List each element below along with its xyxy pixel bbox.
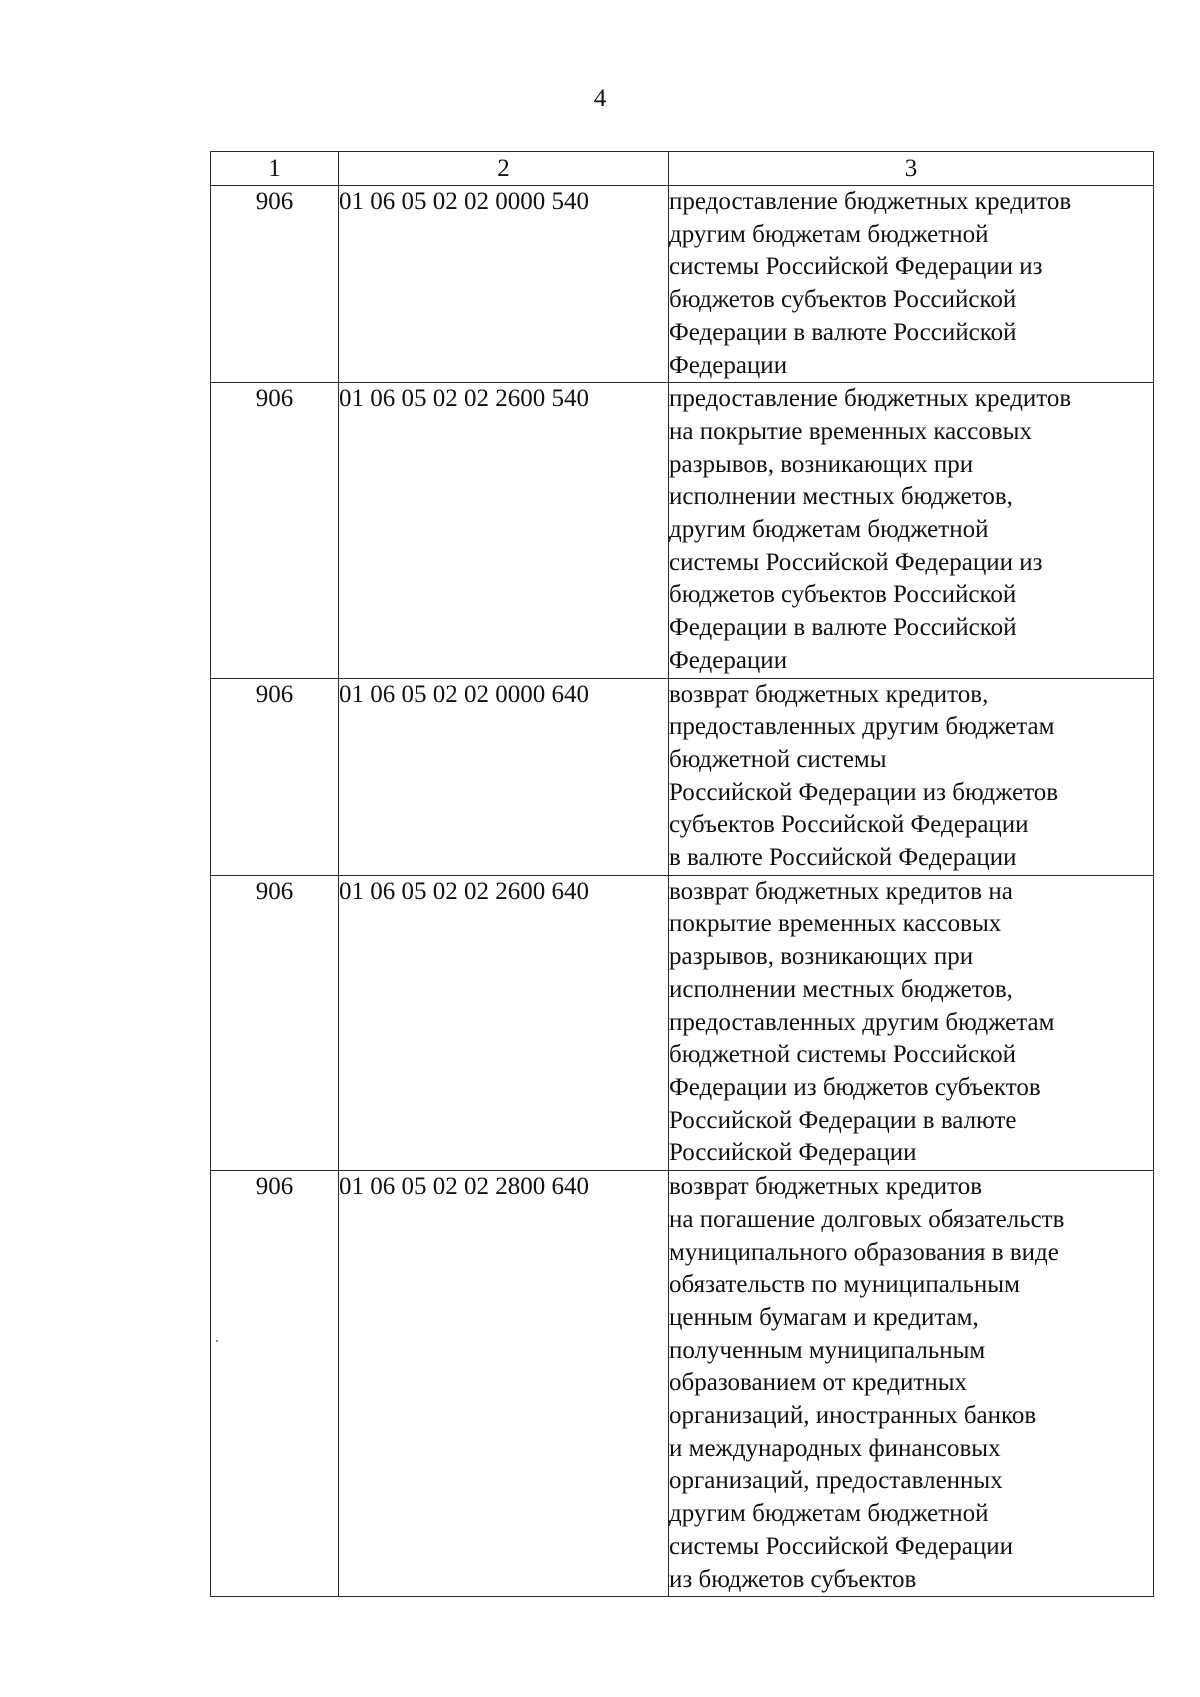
description-line: субъектов Российской Федерации — [669, 811, 1029, 839]
table-row — [211, 186, 1154, 383]
description-cell — [669, 1171, 1154, 1597]
description-line: Российской Федерации — [669, 1139, 917, 1167]
description-cell — [669, 186, 1154, 383]
table-header-row — [211, 152, 1154, 186]
budget-code-cell: 01 06 05 02 02 2800 640 — [339, 1171, 669, 1597]
column-header-3: 3 — [669, 152, 1154, 186]
description-line: Российской Федерации в валюте — [669, 1106, 1017, 1134]
description-line: предоставленных другим бюджетам — [669, 713, 1055, 741]
description-line: Федерации в валюте Российской — [669, 614, 1017, 642]
scan-speck — [216, 1340, 218, 1342]
description-line: Российской Федерации из бюджетов — [669, 778, 1059, 806]
description-line: возврат бюджетных кредитов на — [669, 877, 1013, 905]
budget-codes-table — [210, 151, 1154, 1597]
description-line: полученным муниципальным — [669, 1336, 986, 1364]
description-line: муниципального образования в виде — [669, 1238, 1059, 1266]
description-line: и международных финансовых — [669, 1434, 1001, 1462]
admin-code-cell: 906 — [211, 186, 339, 383]
description-line: бюджетной системы Российской — [669, 1041, 1016, 1069]
table-row — [211, 383, 1154, 678]
description-line: предоставление бюджетных кредитов — [669, 385, 1072, 413]
description-line: системы Российской Федерации из — [669, 548, 1043, 576]
description-line: организаций, предоставленных — [669, 1467, 1003, 1495]
description-line: покрытие временных кассовых — [669, 910, 1002, 938]
description-cell — [669, 875, 1154, 1170]
admin-code-cell: 906 — [211, 875, 339, 1170]
description-line: другим бюджетам бюджетной — [669, 220, 989, 248]
description-line: предоставление бюджетных кредитов — [669, 188, 1072, 215]
table-row — [211, 678, 1154, 875]
description-line: возврат бюджетных кредитов, — [669, 680, 989, 708]
description-line: на покрытие временных кассовых — [669, 417, 1032, 445]
description-line: обязательств по муниципальным — [669, 1271, 1020, 1299]
admin-code-cell: 906 — [211, 383, 339, 678]
description-line: образованием от кредитных — [669, 1369, 967, 1397]
description-line: Федерации — [669, 646, 788, 674]
description-line: разрывов, возникающих при — [669, 943, 974, 971]
admin-code-cell: 906 — [211, 1171, 339, 1597]
description-line: исполнении местных бюджетов, — [669, 483, 1013, 511]
description-line: разрывов, возникающих при — [669, 450, 974, 478]
description-line: другим бюджетам бюджетной — [669, 516, 989, 544]
description-line: в валюте Российской Федерации — [669, 844, 1017, 872]
budget-code-cell: 01 06 05 02 02 2600 640 — [339, 875, 669, 1170]
description-line: Федерации в валюте Российской — [669, 318, 1017, 346]
column-header-2: 2 — [339, 152, 669, 186]
budget-code-cell: 01 06 05 02 02 0000 640 — [339, 678, 669, 875]
description-line: Федерации из бюджетов субъектов — [669, 1073, 1041, 1101]
description-cell — [669, 383, 1154, 678]
description-line: на погашение долговых обязательств — [669, 1205, 1065, 1233]
description-line: организаций, иностранных банков — [669, 1402, 1037, 1430]
table-row — [211, 1171, 1154, 1597]
description-line: возврат бюджетных кредитов — [669, 1173, 983, 1201]
description-line: бюджетов субъектов Российской — [669, 286, 1017, 314]
column-header-1: 1 — [211, 152, 339, 186]
description-line: бюджетов субъектов Российской — [669, 581, 1017, 609]
admin-code-cell: 906 — [211, 678, 339, 875]
description-line: другим бюджетам бюджетной — [669, 1500, 989, 1528]
page-number: 4 — [593, 85, 607, 112]
description-line: системы Российской Федерации из — [669, 253, 1043, 281]
description-line: бюджетной системы — [669, 745, 887, 773]
description-line: ценным бумагам и кредитам, — [669, 1303, 979, 1331]
budget-code-cell: 01 06 05 02 02 0000 540 — [339, 186, 669, 383]
description-line: исполнении местных бюджетов, — [669, 975, 1013, 1003]
table-body — [211, 186, 1154, 1597]
description-line: из бюджетов субъектов — [669, 1565, 917, 1593]
description-cell — [669, 678, 1154, 875]
budget-code-cell: 01 06 05 02 02 2600 540 — [339, 383, 669, 678]
description-line: предоставленных другим бюджетам — [669, 1008, 1055, 1036]
table-row — [211, 875, 1154, 1170]
description-line: системы Российской Федерации — [669, 1532, 1013, 1560]
description-line: Федерации — [669, 351, 788, 379]
